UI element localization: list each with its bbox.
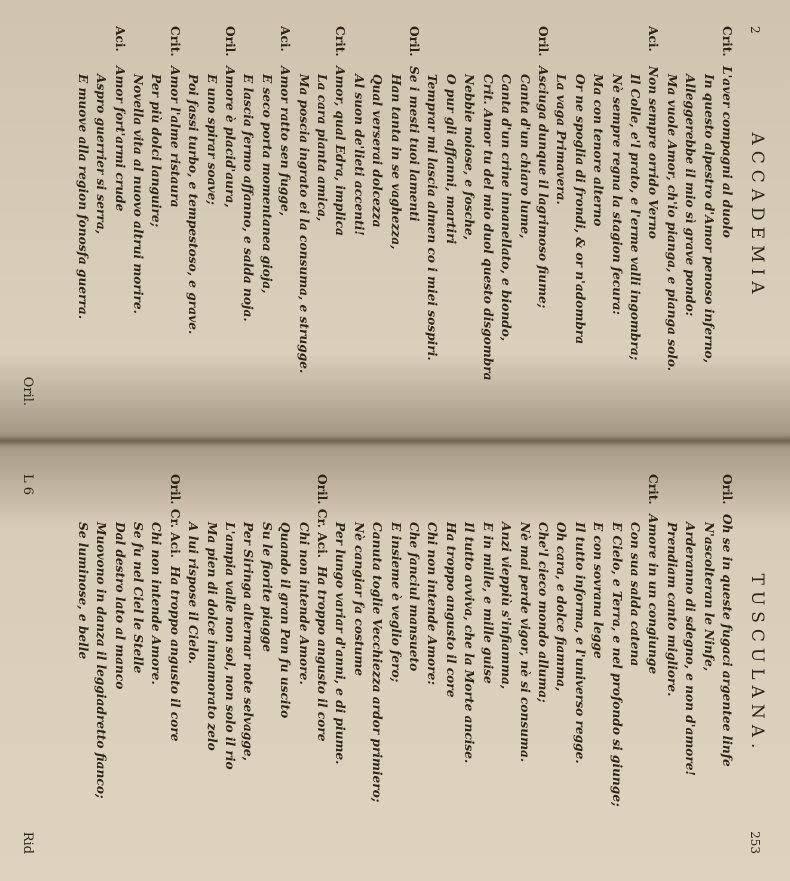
speaker-name: [147, 474, 165, 514]
speaker-name: [515, 474, 533, 514]
verse-line: [129, 474, 147, 854]
verse-line: [460, 474, 478, 854]
verse-text: Oh cara, e dolce fiamma,: [554, 522, 569, 692]
verse-text: Oh se in queste fugaci argentee linfe: [720, 514, 734, 767]
verse-line: [681, 26, 699, 406]
verse-line: [349, 474, 367, 854]
verse-text: E in mille, e mille guise: [480, 522, 495, 684]
speaker-name: Oril.: [223, 26, 238, 57]
verse-line: [257, 474, 275, 854]
verse-line: [129, 26, 147, 406]
speaker-name: [534, 474, 552, 514]
verse-text: Chi non intende Amore.: [296, 522, 311, 685]
verse-text: Or ne spoglia di frondi, & or n'adombra: [572, 74, 587, 345]
verse-text: Aspro guerrier si serra,: [94, 74, 109, 234]
verse-text: Chi non intende Amore:: [425, 522, 440, 685]
verse-text: Qual verserai dolcezza: [370, 74, 385, 228]
verse-text: Han tanta in se vaghezza,: [388, 74, 403, 250]
verse-line: [607, 474, 625, 854]
speaker-name: [184, 26, 202, 66]
verse-text: L'ampia valle non sol, non solo il rio: [223, 522, 238, 770]
verse-line: [552, 26, 570, 406]
verse-line: [478, 474, 496, 854]
speaker-name: [662, 474, 680, 514]
verse-line: [92, 26, 110, 406]
speaker-name: [552, 26, 570, 66]
verse-line: [110, 26, 128, 406]
speaker-name: [478, 26, 496, 66]
left-page-number: 2: [748, 26, 762, 34]
speaker-name: [257, 26, 275, 66]
verse-text: Nè cangiar fa costume: [351, 522, 366, 676]
verse-text: E muove alla region fonosfa guerra.: [75, 74, 90, 320]
speaker-name: [386, 26, 404, 66]
verse-text: Novella vita al nuovo altrui morire.: [131, 74, 145, 314]
verse-line: [73, 474, 91, 854]
verse-text: Canta d'un crine innanellato, e biondo,: [499, 74, 514, 342]
verse-line: [331, 474, 349, 854]
speaker-name: [129, 474, 147, 514]
verse-text: La vaga Primavera.: [554, 74, 569, 205]
verse-text: Amor, qual Edra, implica: [333, 66, 348, 236]
speaker-name: Aci.: [112, 26, 127, 52]
speaker-name: [423, 474, 441, 514]
speaker-name: [589, 474, 607, 514]
speaker-name: [110, 474, 128, 514]
verse-text: Crit. Amor tu del mio duol questo disgombra: [480, 74, 495, 381]
verse-text: Canuta toglie Vecchiezza ardor primiero;: [370, 522, 385, 803]
verse-text: Dal destro lato al manco: [112, 522, 127, 690]
verse-text: Amore è placid'aura,: [223, 66, 238, 208]
verse-text: Canta d'un chiaro lume,: [517, 74, 532, 239]
speaker-name: [257, 474, 275, 514]
verse-line: [460, 26, 478, 406]
speaker-name: [294, 26, 312, 66]
verse-line: [552, 474, 570, 854]
speaker-name: [570, 26, 588, 66]
verse-line: [644, 474, 662, 854]
verse-line: [699, 474, 717, 854]
speaker-name: [349, 26, 367, 66]
speaker-name: [294, 474, 312, 514]
speaker-name: [349, 474, 367, 514]
verse-line: [442, 26, 460, 406]
verse-line: [644, 26, 662, 406]
verse-line: [368, 26, 386, 406]
verse-text: Che fanciul mansueto: [407, 522, 422, 672]
speaker-name: Crit.: [333, 26, 348, 57]
right-page-footer: [18, 474, 36, 854]
verse-line: [276, 474, 294, 854]
verse-line: [497, 474, 515, 854]
verse-text: Ma poscia ingrato ei la consuma, e strugge.: [296, 74, 311, 374]
right-catchword: Rid: [20, 831, 36, 854]
verse-line: [147, 474, 165, 854]
verse-line: [681, 474, 699, 854]
speaker-name: Oril.: [535, 26, 550, 57]
verse-line: [386, 26, 404, 406]
verse-text: E lascia fermo affanno, e salda noja.: [241, 74, 256, 322]
verse-line: [349, 26, 367, 406]
speaker-name: [515, 26, 533, 66]
speaker-name: [368, 26, 386, 66]
verse-text: Alleggerebbe il mio sì grave pondo:: [683, 74, 698, 317]
speaker-name: Oril.: [720, 474, 734, 505]
speaker-name: Aci.: [278, 26, 293, 52]
speaker-name: [681, 474, 699, 514]
verse-text: Per più dolci languire;: [149, 74, 164, 228]
verse-line: [534, 26, 552, 406]
verse-line: [276, 26, 294, 406]
speaker-name: Crit.: [167, 26, 182, 57]
verse-text: Nè sempre regna la stagion fecura:: [609, 74, 624, 315]
verse-line: [626, 474, 644, 854]
verse-text: Quando il gran Pan fu uscito: [278, 522, 293, 719]
speaker-name: [607, 26, 625, 66]
speaker-name: [460, 26, 478, 66]
verse-line: [442, 474, 460, 854]
speaker-name: [405, 474, 423, 514]
verse-line: [331, 26, 349, 406]
verse-line: [405, 26, 423, 406]
speaker-name: [239, 26, 257, 66]
verse-text: Arderanno di sdegno, e non d'amore!: [683, 522, 698, 776]
speaker-name: [497, 474, 515, 514]
verse-text: Prendiam canto migliore.: [664, 522, 679, 697]
speaker-name: [221, 474, 239, 514]
speaker-name: [699, 26, 717, 66]
speaker-name: [276, 474, 294, 514]
verse-line: [386, 474, 404, 854]
verse-text: Amor fort'armi crude: [112, 66, 127, 212]
verse-text: Ma con tenore alterno: [591, 74, 606, 227]
speaker-name: [423, 26, 441, 66]
speaker-name: [73, 474, 91, 514]
speaker-name: [92, 26, 110, 66]
left-running-head: [744, 26, 766, 406]
signature-mark: L 6: [20, 474, 36, 496]
verse-text: Al suon de'lieti accenti!: [351, 74, 366, 236]
verse-text: Per lungo variar d'anni, e di piume.: [333, 522, 348, 765]
verse-line: [699, 26, 717, 406]
verse-line: [589, 26, 607, 406]
verse-text: Ha troppo angusto il core: [167, 566, 182, 742]
speaker-name: [626, 474, 644, 514]
verse-line: [73, 26, 91, 406]
speaker-name: [386, 474, 404, 514]
right-verse-block: [73, 474, 736, 854]
verse-line: [313, 474, 331, 854]
left-verse-block: [73, 26, 736, 406]
speaker-name: [699, 474, 717, 514]
verse-text: Ma pien di dolce innamorato zelo: [204, 522, 219, 751]
verse-text: Nè mai perde vigor, nè si consuma.: [517, 522, 532, 763]
speaker-name: [589, 26, 607, 66]
verse-line: [423, 474, 441, 854]
verse-text: E insieme è veglio fero;: [388, 522, 403, 683]
verse-text: Ma vuole Amor, ch'io pianga, e pianga solo.: [664, 74, 679, 372]
right-running-title: TUSCULANA.: [747, 573, 767, 755]
left-catchword: Oril.: [20, 376, 36, 406]
verse-text: Temprar mi lascia almen co i miei sospiri.: [425, 74, 440, 361]
verse-text: Asciuga dunque il lagrimoso fiume;: [535, 66, 550, 309]
verse-line: [294, 474, 312, 854]
verse-line: [202, 26, 220, 406]
verse-line: [607, 26, 625, 406]
speaker-name: Crit.: [646, 474, 661, 505]
verse-text: Che'l cieco mondo alluma;: [535, 522, 550, 703]
verse-line: [92, 474, 110, 854]
verse-line: [368, 474, 386, 854]
verse-text: E Cielo, e Terra, e nel profondo si giunge;: [609, 522, 624, 807]
speaker-name: Aci.: [646, 26, 661, 52]
verse-text: Amor ratto sen fugge,: [278, 66, 293, 216]
speaker-name: [442, 474, 460, 514]
speaker-name: [92, 474, 110, 514]
verse-line: [515, 474, 533, 854]
speaker-name: [313, 26, 331, 66]
book-gutter: [0, 436, 790, 446]
verse-line: [662, 26, 680, 406]
verse-line: [257, 26, 275, 406]
verse-line: [147, 26, 165, 406]
verse-line: [570, 474, 588, 854]
speaker-name: [129, 26, 147, 66]
speaker-name: [202, 474, 220, 514]
verse-line: [184, 474, 202, 854]
verse-text: Muovono in danza il leggiadretto fianco;: [94, 522, 109, 799]
speaker-name: [460, 474, 478, 514]
verse-line: [515, 26, 533, 406]
verse-text: Il Colle, e'l prato, e l'erme valli ingombra;: [627, 74, 642, 361]
verse-text: Anzi vieppiù s'infiamma,: [499, 522, 514, 690]
speaker-name: [662, 26, 680, 66]
speaker-name: [478, 474, 496, 514]
verse-line: [662, 474, 680, 854]
speaker-name: [331, 474, 349, 514]
verse-text: E con sovrana legge: [591, 522, 606, 659]
verse-line: [534, 474, 552, 854]
right-page: [0, 440, 790, 880]
verse-line: [626, 26, 644, 406]
verse-text: O pur gli affanni, martiri: [443, 74, 458, 245]
left-running-title: ACCADEMIA: [747, 132, 767, 300]
verse-line: [423, 26, 441, 406]
verse-text: N'ascolteran le Ninfe,: [701, 522, 716, 672]
verse-line: [202, 474, 220, 854]
verse-line: [589, 474, 607, 854]
speaker-name: [368, 474, 386, 514]
speaker-name: [497, 26, 515, 66]
verse-text: Su le fiorite piagge: [259, 522, 274, 653]
verse-line: [239, 474, 257, 854]
verse-text: Se fu nel Ciel le Stelle: [131, 522, 145, 674]
verse-text: Ha troppo angusto il core: [315, 566, 330, 742]
left-page-footer: [18, 26, 36, 406]
verse-text: Chi non intende Amore.: [149, 522, 164, 685]
verse-text: La cara pianta amica,: [315, 74, 330, 222]
speaker-name: Oril. Cr. Aci.: [315, 474, 330, 559]
right-running-head: [744, 474, 766, 854]
verse-text: Non sempre orrido Verno: [646, 66, 661, 239]
verse-line: [718, 26, 736, 406]
speaker-name: [570, 474, 588, 514]
verse-line: [313, 26, 331, 406]
verse-line: [184, 26, 202, 406]
speaker-name: [442, 26, 460, 66]
left-page: [0, 0, 790, 440]
verse-line: [570, 26, 588, 406]
verse-text: Poi fassi turbo, e tempestoso, e grave.: [186, 74, 201, 335]
speaker-name: [239, 474, 257, 514]
speaker-name: [147, 26, 165, 66]
verse-line: [221, 26, 239, 406]
verse-text: L'aver compagni al duolo: [720, 66, 734, 238]
verse-text: Il tutto avviva, che la Morte ancise.: [462, 522, 477, 764]
speaker-name: [681, 26, 699, 66]
speaker-name: [202, 26, 220, 66]
verse-text: E uno spirar soave;: [204, 74, 219, 205]
verse-line: [405, 474, 423, 854]
verse-text: Ha troppo angusto il core: [443, 522, 458, 698]
verse-text: A lui rispose il Cielo.: [186, 522, 201, 664]
verse-text: Amore in un congiunge: [646, 514, 661, 675]
speaker-name: Oril. Cr. Aci.: [167, 474, 182, 559]
verse-line: [221, 474, 239, 854]
verse-text: Nebbie noiose, e fosche,: [462, 74, 477, 240]
speaker-name: Crit.: [720, 26, 734, 57]
speaker-name: [626, 26, 644, 66]
speaker-name: [73, 26, 91, 66]
verse-line: [718, 474, 736, 854]
verse-line: [110, 474, 128, 854]
verse-line: [239, 26, 257, 406]
speaker-name: [552, 474, 570, 514]
verse-text: In questo alpestro d'Amor penoso inferno,: [701, 74, 716, 363]
right-page-number: 253: [748, 831, 762, 854]
verse-line: [497, 26, 515, 406]
verse-text: Il tutto informa, e l'universo regge.: [572, 522, 587, 764]
verse-text: Con sua salda catena: [627, 522, 642, 667]
verse-text: E seco porta momentanea gioja,: [259, 74, 274, 294]
verse-line: [165, 474, 183, 854]
verse-line: [165, 26, 183, 406]
verse-text: Se i mesti tuoi lamenti: [407, 66, 422, 222]
verse-text: Per Siringa alternar note selvagge,: [241, 522, 256, 761]
speaker-name: [607, 474, 625, 514]
verse-text: Amor l'alme ristaura: [167, 66, 182, 208]
speaker-name: [184, 474, 202, 514]
verse-text: Se luminose, e belle: [75, 522, 90, 660]
verse-line: [294, 26, 312, 406]
verse-line: [478, 26, 496, 406]
speaker-name: Oril.: [407, 26, 422, 57]
